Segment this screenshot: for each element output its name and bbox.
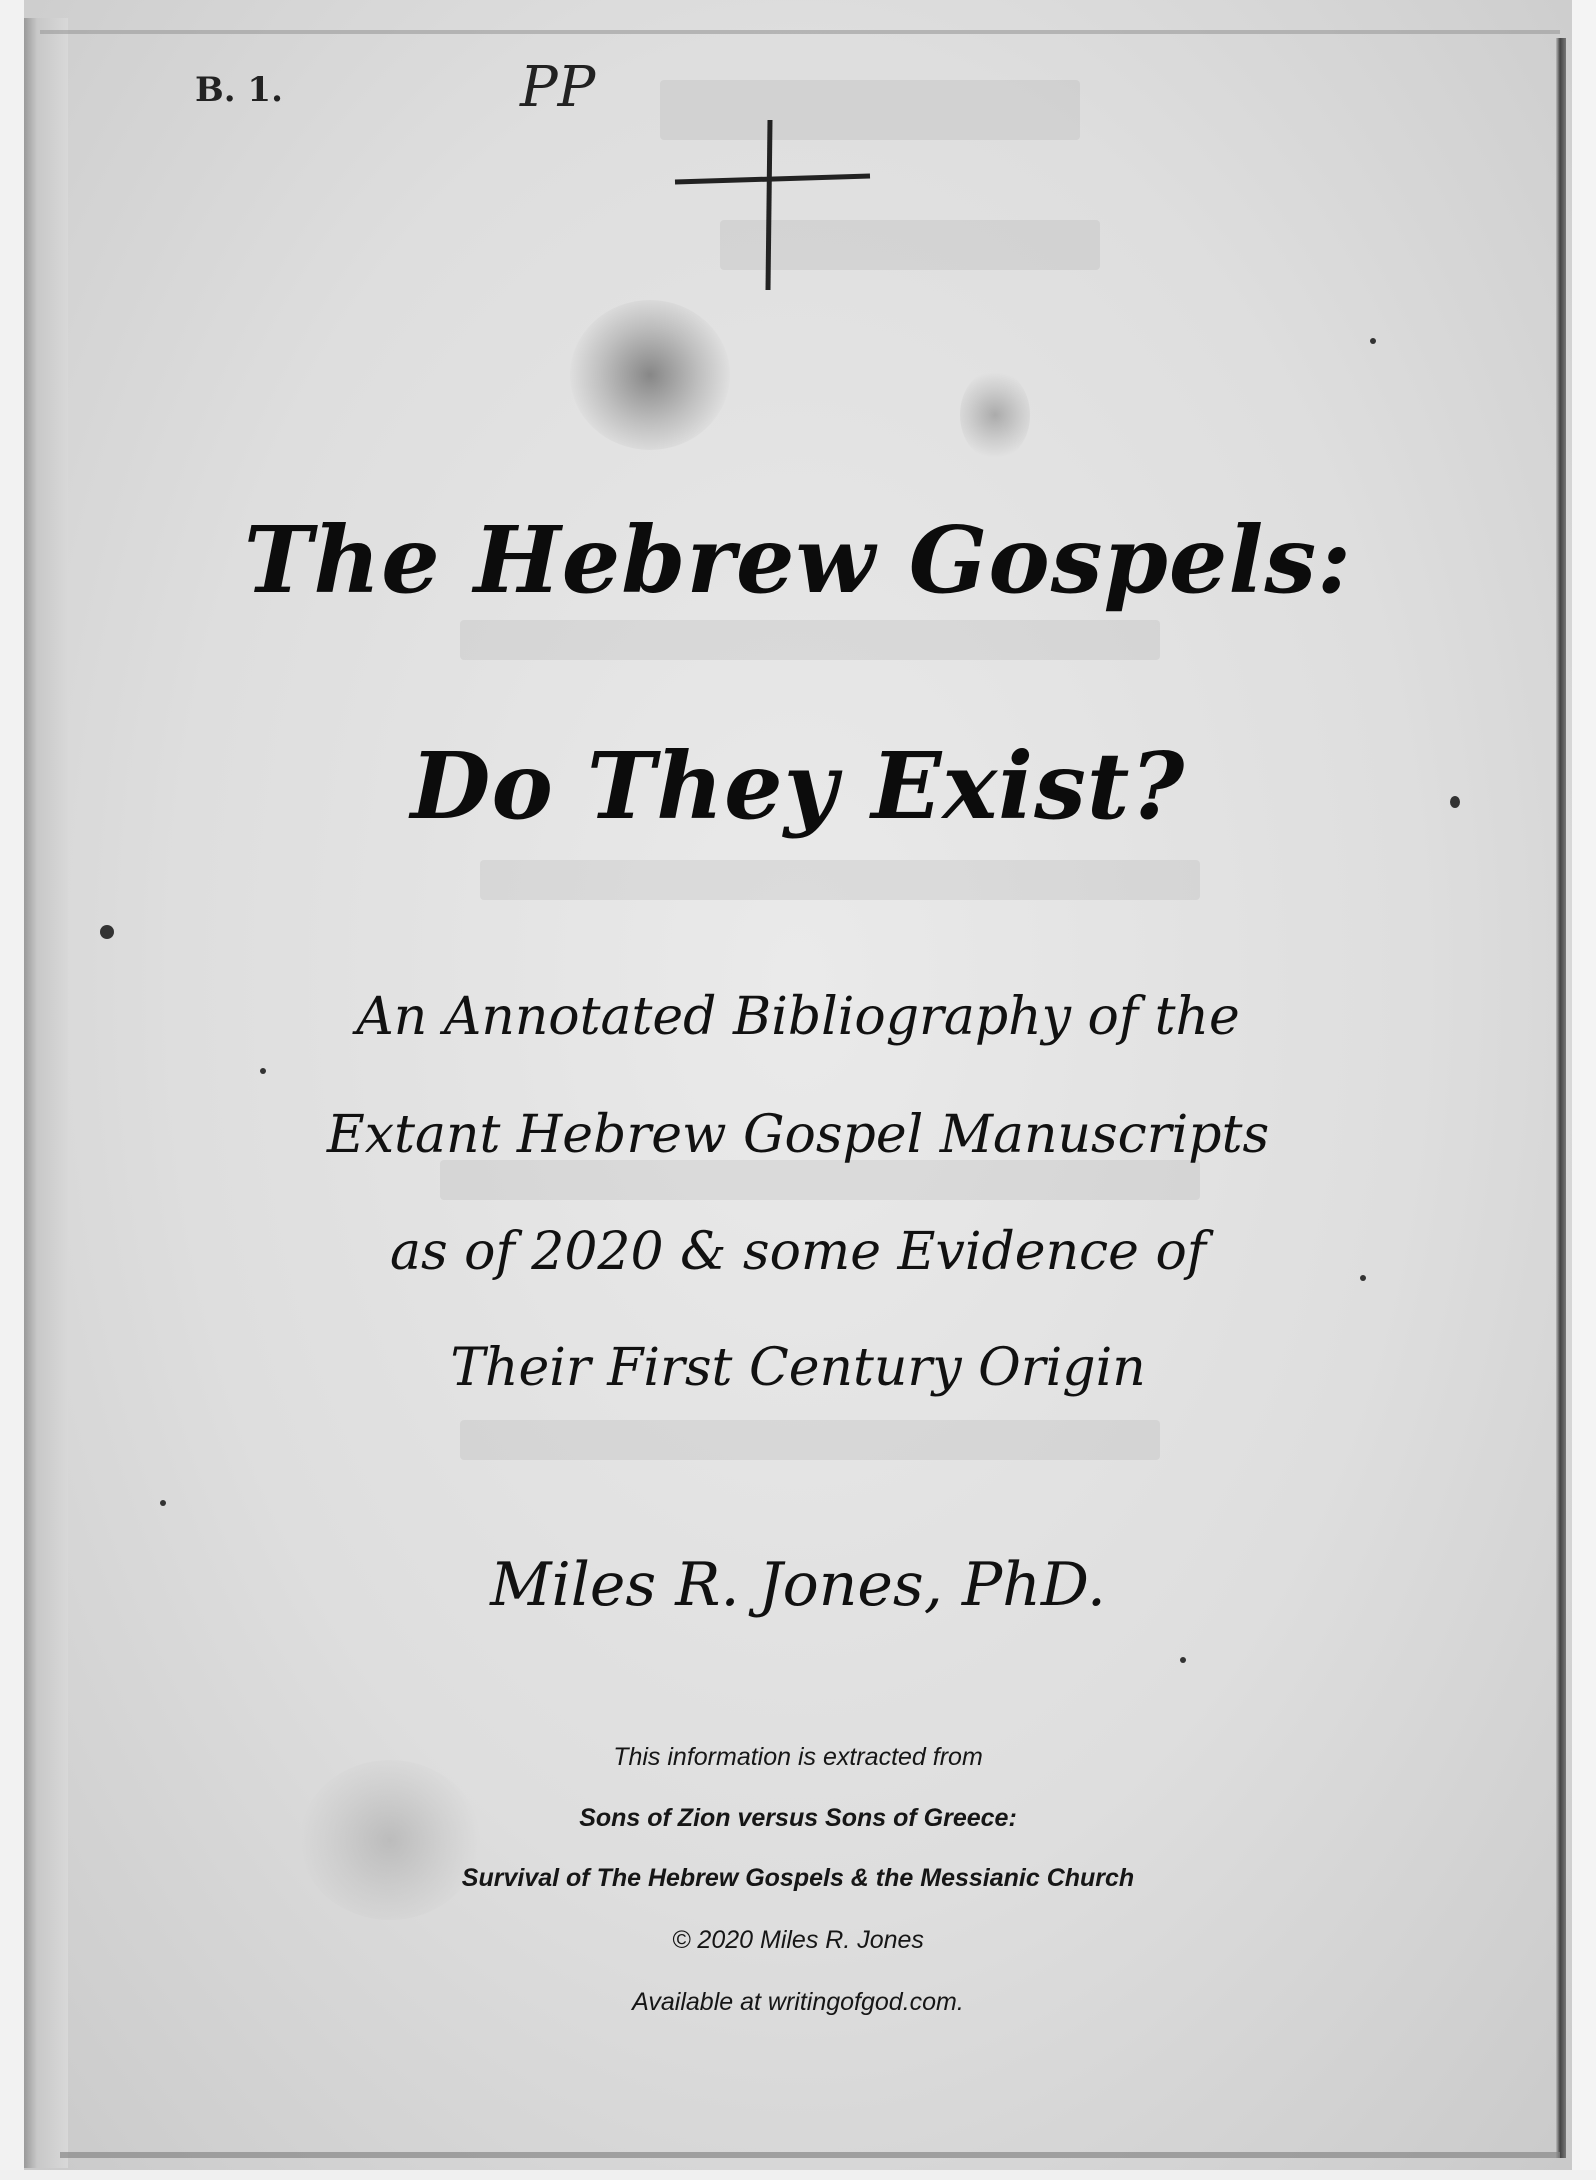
note-book-title: Sons of Zion versus Sons of Greece: <box>579 1804 1017 1832</box>
bleed-through-text <box>460 620 1160 660</box>
ink-speck <box>1180 1657 1186 1663</box>
subtitle-line-2: Extant Hebrew Gospel Manuscripts <box>326 1105 1270 1165</box>
page-margin-bottom <box>0 2170 1596 2180</box>
subtitle-line-3: as of 2020 & some Evidence of <box>389 1222 1207 1282</box>
bleed-through-text <box>440 1160 1200 1200</box>
bleed-through-text <box>480 860 1200 900</box>
subtitle-line-1: An Annotated Bibliography of the <box>356 987 1240 1047</box>
ink-smudge <box>300 1760 480 1920</box>
page-bottom-edge <box>60 2152 1560 2158</box>
book-spine-edge <box>24 18 68 2168</box>
ink-speck <box>100 925 114 939</box>
subtitle-line-4: Their First Century Origin <box>450 1338 1146 1398</box>
page-right-edge <box>1556 38 1566 2158</box>
note-extracted: This information is extracted from <box>613 1743 983 1771</box>
page-margin-left <box>0 0 24 2180</box>
author-name: Miles R. Jones, PhD. <box>490 1550 1106 1620</box>
bleed-through-text <box>460 1420 1160 1460</box>
title-line-1: The Hebrew Gospels: <box>243 506 1353 614</box>
ink-speck <box>160 1500 166 1506</box>
handwritten-mark: PP <box>520 55 596 120</box>
ink-speck <box>260 1068 266 1074</box>
cross-icon <box>670 110 890 300</box>
note-copyright: © 2020 Miles R. Jones <box>672 1926 924 1954</box>
note-availability: Available at writingofgod.com. <box>632 1988 964 2016</box>
ink-speck <box>1370 338 1376 344</box>
page-margin-right <box>1572 0 1596 2180</box>
ink-smudge <box>960 370 1030 460</box>
handwritten-shelf-mark: B. 1. <box>195 70 283 110</box>
ink-smudge <box>570 300 730 450</box>
page-top-edge <box>40 30 1560 34</box>
note-book-subtitle: Survival of The Hebrew Gospels & the Messianic Church <box>461 1864 1135 1892</box>
title-line-2: Do They Exist? <box>410 732 1186 840</box>
